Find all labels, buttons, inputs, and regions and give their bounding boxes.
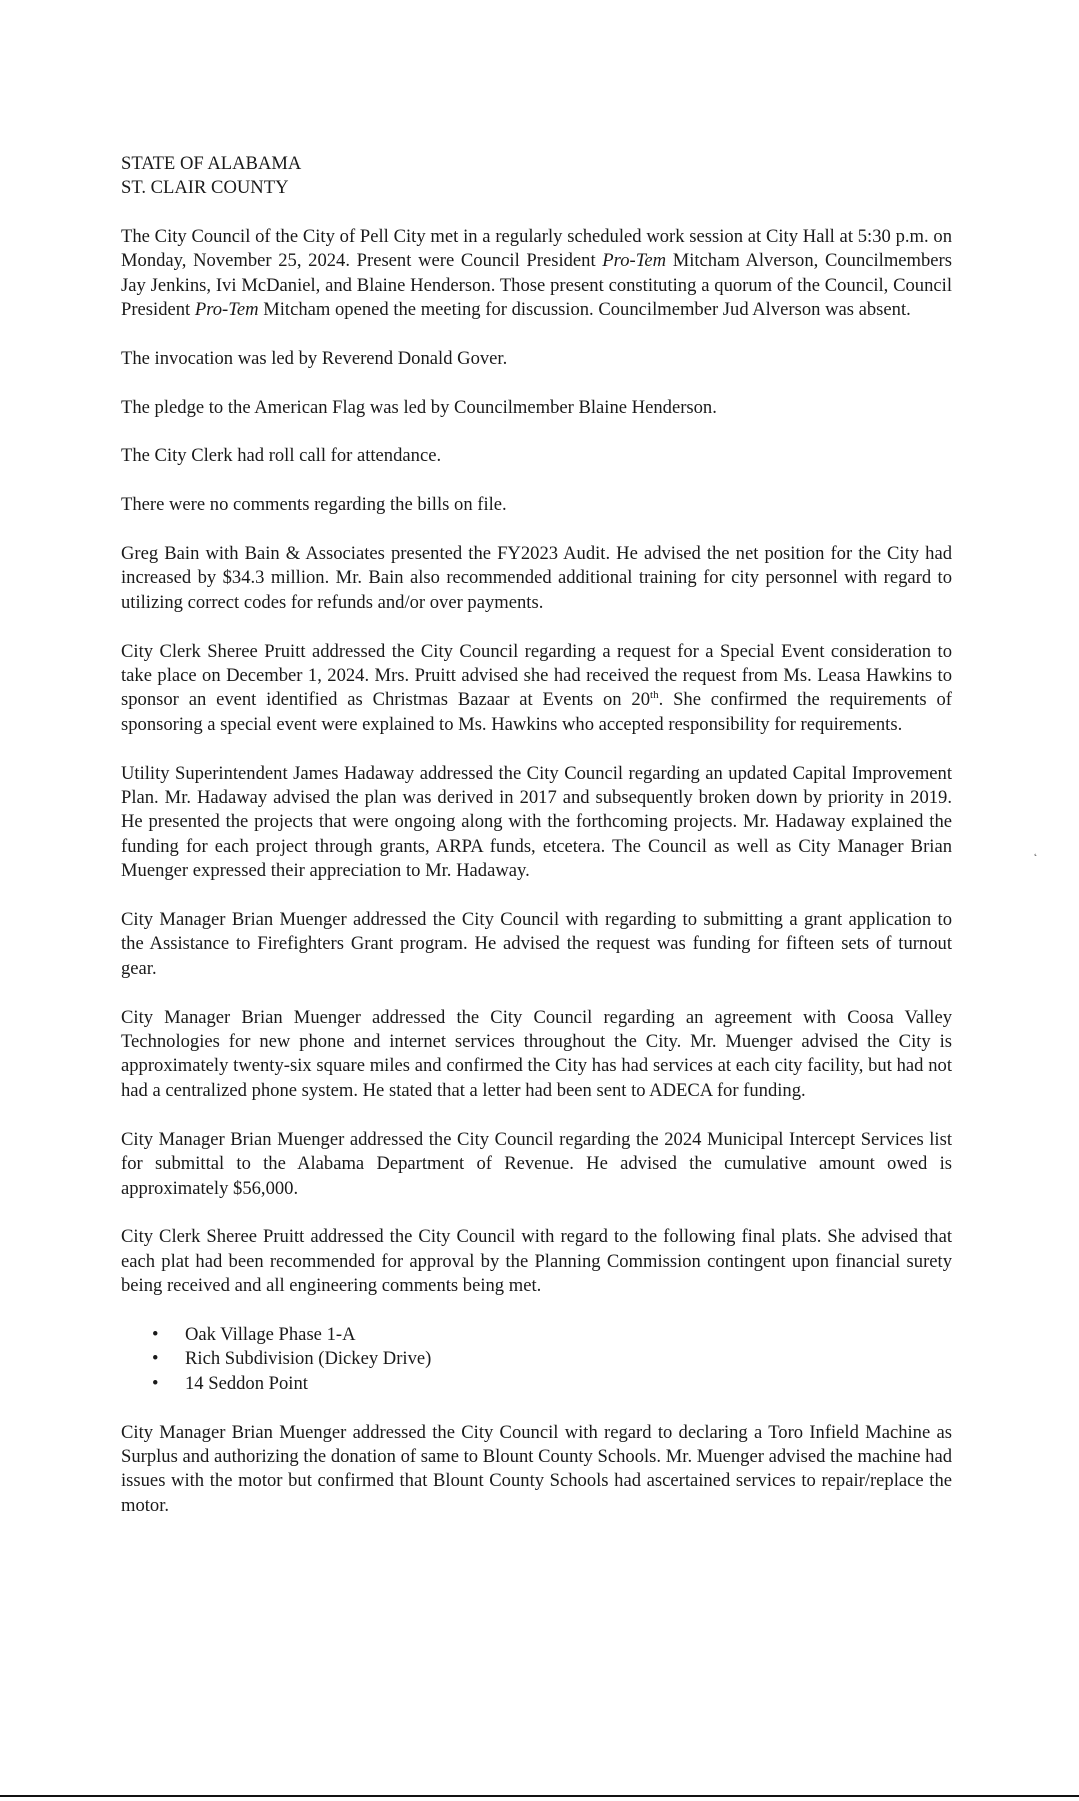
- surplus-paragraph: City Manager Brian Muenger addressed the City Council with regard to declaring a Toro Infield Machine as Surplus and authorizing the donation of same to Blount County Schools. Mr. Muenger advised the machine had issues with the motor but confirmed that Blount County Schools had ascertained services to repair/replace the motor.: [121, 1421, 952, 1516]
- ordinal-suffix: th: [650, 689, 659, 702]
- page-bottom-rule: [0, 1795, 1079, 1797]
- state-heading: STATE OF ALABAMA: [121, 153, 302, 174]
- audit-paragraph: Greg Bain with Bain & Associates presented the FY2023 Audit. He advised the net position for the City had increased by $34.3 million. Mr. Bain also recommended additional training for city personnel with regard to utilizing correct codes for refunds and/or over payments.: [121, 543, 952, 613]
- pro-tem-title-2: Pro-Tem: [194, 299, 259, 321]
- document-heading: [121, 152, 952, 201]
- roll-call-paragraph: The City Clerk had roll call for attendance.: [121, 445, 442, 467]
- special-event-text-1: City Clerk Sheree Pruitt addressed the City Council regarding a request for a Special Event consideration to take place on December 1, 2024. Mrs. Pruitt advised she had received the request from Ms. Leasa Hawkins to sponsor an event identified as Christmas Bazaar at Events on 20: [121, 640, 952, 711]
- minutes-page: [121, 152, 952, 1543]
- special-event-text-2: . She confirmed the requirements of sponsoring a special event were explained to Ms. Hawkins who accepted responsibility for requirements.: [121, 689, 952, 735]
- list-item: • 14 Seddon Point: [185, 1372, 952, 1396]
- list-item: • Rich Subdivision (Dickey Drive): [185, 1347, 952, 1371]
- pro-tem-title-1: Pro-Tem: [602, 250, 667, 272]
- opening-text-1: The City Council of the City of Pell City met in a regularly scheduled work session at City Hall at 5:30 p.m. on Monday, November 25, 2024. Present were Council President: [121, 225, 952, 272]
- plats-paragraph: City Clerk Sheree Pruitt addressed the City Council with regard to the following final plats. She advised that each plat had been recommended for approval by the Planning Commission contingent upon financial surety being received and all engineering comments being met.: [121, 1226, 952, 1297]
- bills-paragraph: There were no comments regarding the bills on file.: [121, 494, 507, 516]
- invocation-paragraph: The invocation was led by Reverend Donald Gover.: [121, 347, 508, 369]
- stray-scan-mark: ˛: [1034, 846, 1038, 857]
- county-heading: ST. CLAIR COUNTY: [121, 177, 289, 199]
- opening-text-3: Mitcham opened the meeting for discussion. Councilmember Jud Alverson was absent.: [258, 299, 911, 321]
- opening-text-2: Mitcham Alverson, Councilmembers Jay Jenkins, Ivi McDaniel, and Blaine Henderson. Those present constituting a quorum of the Council, Council President: [121, 250, 952, 321]
- list-item: • Oak Village Phase 1-A: [185, 1323, 952, 1347]
- pledge-paragraph: The pledge to the American Flag was led by Councilmember Blaine Henderson.: [121, 396, 717, 418]
- intercept-paragraph: City Manager Brian Muenger addressed the City Council regarding the 2024 Municipal Intercept Services list for submittal to the Alabama Department of Revenue. He advised the cumulative amount owed is approximately $56,000.: [121, 1128, 952, 1199]
- grant-paragraph: City Manager Brian Muenger addressed the City Council with regarding to submitting a grant application to the Assistance to Firefighters Grant program. He advised the request was funding for fifteen sets of turnout gear.: [121, 909, 952, 979]
- capital-plan-paragraph: Utility Superintendent James Hadaway addressed the City Council regarding an updated Capital Improvement Plan. Mr. Hadaway advised the plan was derived in 2017 and subsequently broken down by priority in 2019. He presented the projects that were ongoing along with the forthcoming projects. Mr. Hadaway explained the funding for each project through grants, ARPA funds, etcetera. The Council as well as City Manager Brian Muenger expressed their appreciation to Mr. Hadaway.: [121, 762, 952, 882]
- opening-paragraph: [121, 225, 952, 323]
- plat-list: [121, 1323, 952, 1396]
- phone-services-paragraph: City Manager Brian Muenger addressed the City Council regarding an agreement with Coosa Valley Technologies for new phone and internet services throughout the City. Mr. Muenger advised the City is approximately twenty-six square miles and confirmed the City has had services at each city facility, but had not had a centralized phone system. He stated that a letter had been sent to ADECA for funding.: [121, 1006, 952, 1101]
- special-event-paragraph: [121, 640, 952, 738]
